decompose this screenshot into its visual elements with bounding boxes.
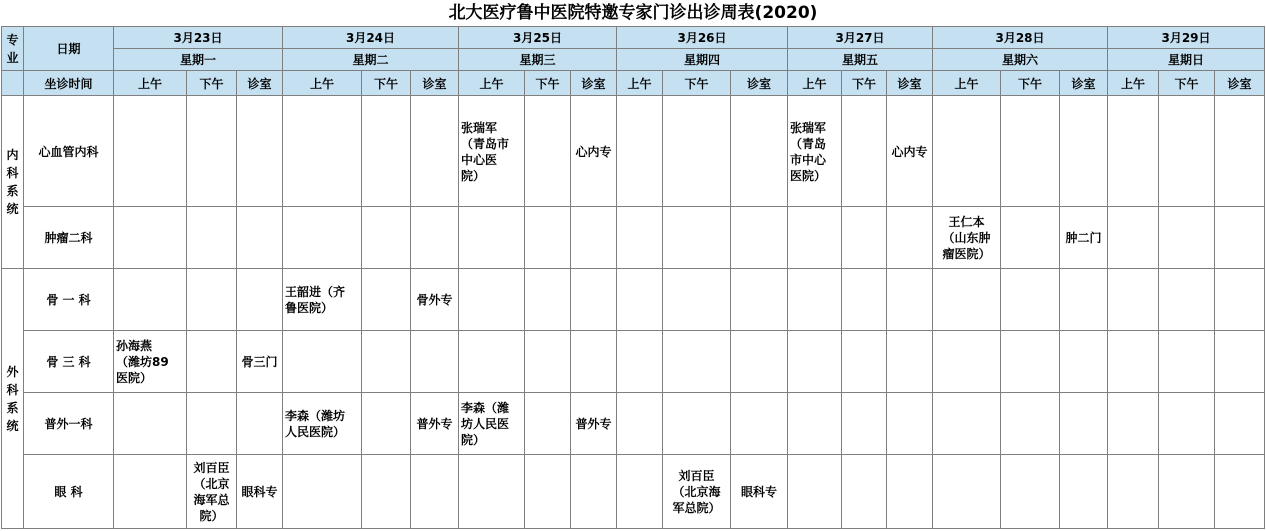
session-am: 上午: [283, 71, 362, 96]
table-row: [2, 207, 1265, 269]
entry-eye-mon-room: 眼科专: [237, 455, 283, 529]
session-pm: 下午: [525, 71, 571, 96]
table-row: [2, 455, 1265, 529]
weekday-sun: 星期日: [1108, 49, 1265, 71]
specialty-header: 专 业: [2, 27, 24, 71]
session-room: 诊室: [887, 71, 933, 96]
entry-gensurg1-wed-am: 李森（潍 坊人民医 院）: [459, 393, 525, 455]
weekday-mon: 星期一: [114, 49, 283, 71]
session-am: 上午: [617, 71, 663, 96]
entry-cardio-wed-room: 心内专: [571, 96, 617, 207]
dept-ortho3: 骨 三 科: [24, 331, 114, 393]
session-pm: 下午: [1159, 71, 1215, 96]
table-row: [2, 269, 1265, 331]
entry-gensurg1-wed-room: 普外专: [571, 393, 617, 455]
entry-ortho3-mon-room: 骨三门: [237, 331, 283, 393]
session-room: 诊室: [731, 71, 788, 96]
entry-cardio-fri-room: 心内专: [887, 96, 933, 207]
dept-gensurg1: 普外一科: [24, 393, 114, 455]
group-internal: 内 科 系 统: [2, 96, 24, 269]
entry-ortho1-tue-am: 王韶进（齐 鲁医院）: [283, 269, 362, 331]
date-thu: 3月26日: [617, 27, 788, 49]
session-am: 上午: [933, 71, 1001, 96]
entry-cardio-fri-am: 张瑞军 （青岛 市中心 医院）: [788, 96, 842, 207]
entry-ortho3-mon-am: 孙海燕 （潍坊89 医院）: [114, 331, 187, 393]
entry-onco2-sat-room: 肿二门: [1060, 207, 1108, 269]
weekday-fri: 星期五: [788, 49, 933, 71]
session-am: 上午: [114, 71, 187, 96]
header-row-weekdays: [2, 49, 1265, 71]
session-am: 上午: [1108, 71, 1159, 96]
dept-onco2: 肿瘤二科: [24, 207, 114, 269]
date-header: 日期: [24, 27, 114, 71]
entry-onco2-sat-am: 王仁本 （山东肿 瘤医院）: [933, 207, 1001, 269]
table-row: [2, 393, 1265, 455]
weekday-sat: 星期六: [933, 49, 1108, 71]
date-mon: 3月23日: [114, 27, 283, 49]
table-row: [2, 331, 1265, 393]
table-row: [2, 96, 1265, 207]
session-pm: 下午: [842, 71, 887, 96]
date-wed: 3月25日: [459, 27, 617, 49]
page-title: 北大医疗鲁中医院特邀专家门诊出诊周表(2020): [448, 3, 818, 23]
entry-eye-mon-pm: 刘百臣 （北京 海军总 院）: [187, 455, 237, 529]
group-surgical: 外 科 系 统: [2, 269, 24, 529]
time-header: 坐诊时间: [24, 71, 114, 96]
entry-eye-thu-room: 眼科专: [731, 455, 788, 529]
schedule-table: [1, 26, 1265, 529]
dept-ortho1: 骨 一 科: [24, 269, 114, 331]
session-room: 诊室: [411, 71, 459, 96]
session-room: 诊室: [237, 71, 283, 96]
session-room: 诊室: [1060, 71, 1108, 96]
entry-cardio-wed-am: 张瑞军 （青岛市 中心医 院）: [459, 96, 525, 207]
entry-ortho1-tue-room: 骨外专: [411, 269, 459, 331]
weekday-thu: 星期四: [617, 49, 788, 71]
weekday-tue: 星期二: [283, 49, 459, 71]
date-sat: 3月28日: [933, 27, 1108, 49]
session-am: 上午: [459, 71, 525, 96]
session-pm: 下午: [1001, 71, 1060, 96]
session-pm: 下午: [362, 71, 411, 96]
date-sun: 3月29日: [1108, 27, 1265, 49]
session-pm: 下午: [663, 71, 731, 96]
dept-eye: 眼 科: [24, 455, 114, 529]
specialty-header-blank: [2, 71, 24, 96]
header-row-dates: [2, 27, 1265, 49]
session-am: 上午: [788, 71, 842, 96]
date-fri: 3月27日: [788, 27, 933, 49]
entry-gensurg1-tue-room: 普外专: [411, 393, 459, 455]
header-row-sessions: [2, 71, 1265, 96]
session-room: 诊室: [1215, 71, 1265, 96]
weekday-wed: 星期三: [459, 49, 617, 71]
session-pm: 下午: [187, 71, 237, 96]
session-room: 诊室: [571, 71, 617, 96]
entry-eye-thu-pm: 刘百臣 （北京海 军总院）: [663, 455, 731, 529]
dept-cardio: 心血管内科: [24, 96, 114, 207]
entry-gensurg1-tue-am: 李森（潍坊 人民医院）: [283, 393, 362, 455]
date-tue: 3月24日: [283, 27, 459, 49]
